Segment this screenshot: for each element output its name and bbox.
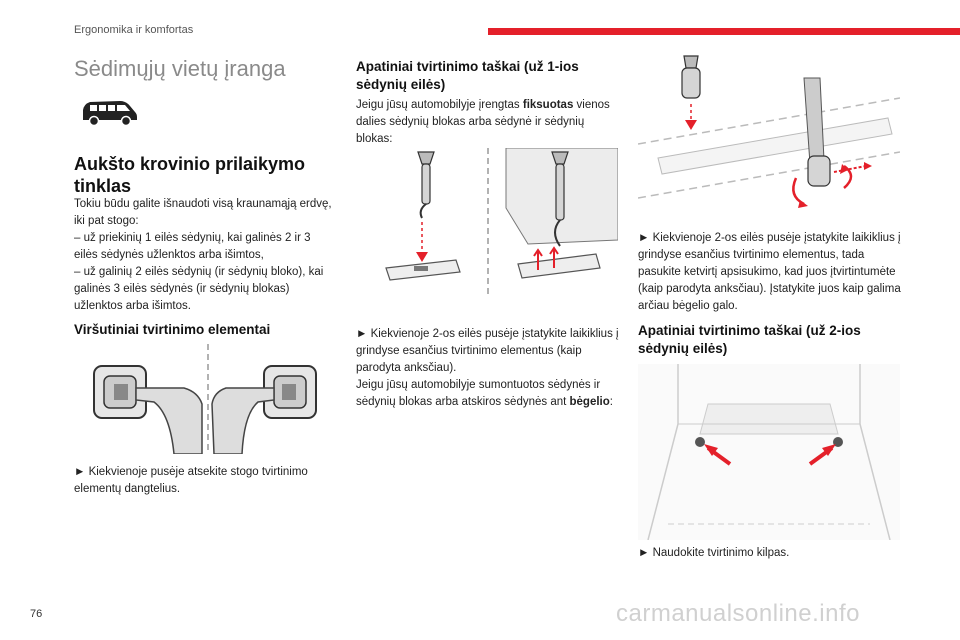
running-header: Ergonomika ir komfortas: [74, 24, 194, 36]
rail-anchor-instruction: ► Kiekvienoje 2-os eilės pusėje įstatykite laikiklius į grindyse esančius tvirtinimo elementus, tada pasukite ketvirtį apsisukimo, kad juos įtvirtintumėte (kaip parodyta anksčiau). Įstatykite juos kaip galima arčiau bėgelio galo.: [638, 232, 901, 312]
net-intro: Tokiu būdu galite išnaudoti visą kraunamąją erdvę, iki pat stogo:: [74, 198, 332, 227]
van-icon: [80, 98, 138, 128]
roof-anchor-illustration: [74, 344, 336, 454]
row1-anchor-instruction: ► Kiekvienoje 2-os eilės pusėje įstatykite laikiklius į grindyse esančius tvirtinimo elementus (kaip parodyta anksčiau).: [356, 328, 619, 374]
header-accent-bar: [488, 28, 960, 35]
upper-anchors-heading: Viršutiniai tvirtinimo elementai: [74, 322, 271, 337]
floor-loops-instruction: ► Naudokite tvirtinimo kilpas.: [638, 547, 790, 559]
section-title: Sėdimųjų vietų įranga: [74, 56, 286, 81]
fixed-bench-text: Jeigu jūsų automobilyje įrengtas fiksuotas vienos dalies sėdynių blokas arba sėdynė ir sėdynių blokas:: [356, 99, 610, 145]
roof-anchor-instruction: ► Kiekvienoje pusėje atsekite stogo tvirtinimo elementų dangtelius.: [74, 466, 308, 495]
anchor-illustration: [356, 148, 618, 298]
rail-seats-text: Jeigu jūsų automobilyje sumontuotos sėdynės ir sėdynių blokas arba atskiros sėdynės ant bėgelio:: [356, 379, 613, 408]
net-bullet-1: – už priekinių 1 eilės sėdynių, kai galinės 2 ir 3 eilės sėdynės užlenktos arba išimtos,: [74, 232, 311, 261]
net-heading: Aukšto krovinio prilaikymo tinklas: [74, 154, 306, 196]
lower-anchors-row1-heading: Apatiniai tvirtinimo taškai (už 1-ios sėdynių eilės): [356, 59, 579, 92]
rail-anchor-illustration: [638, 48, 900, 220]
watermark: carmanualsonline.info: [616, 600, 860, 627]
page-number: 76: [30, 608, 43, 620]
net-bullet-2: – už galinių 2 eilės sėdynių (ir sėdynių bloko), kai galinės 3 eilės sėdynės (ir sėdynių blokas) užlenktos arba išimtos.: [74, 266, 324, 312]
lower-anchors-row2-heading: Apatiniai tvirtinimo taškai (už 2-ios sėdynių eilės): [638, 323, 861, 356]
floor-loops-illustration: [638, 364, 900, 540]
